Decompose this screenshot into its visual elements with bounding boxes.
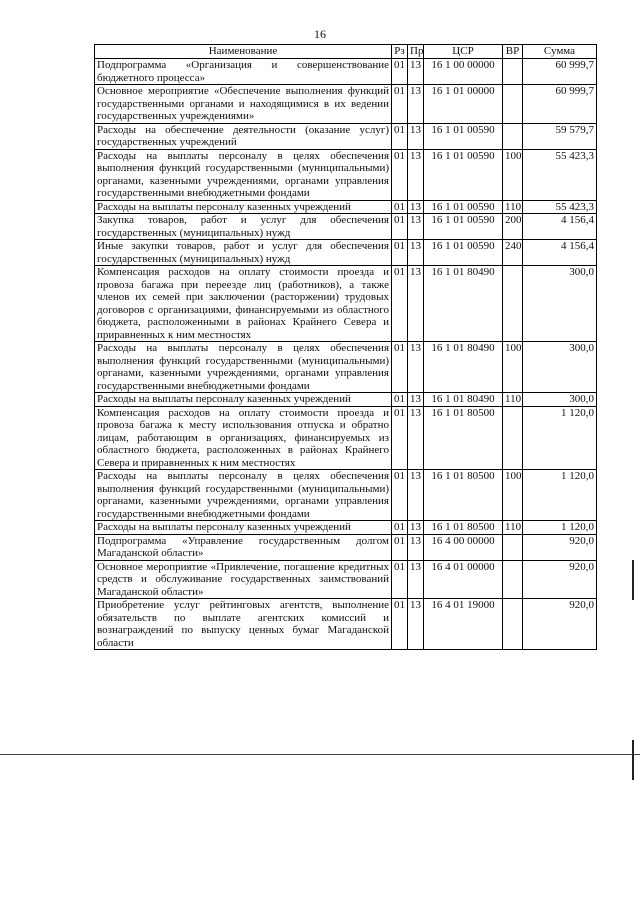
cell-rz: 01 [392,123,408,149]
table-row [95,406,597,470]
table-row [95,560,597,599]
cell-csr: 16 1 01 80500 [424,406,503,470]
cell-vr [503,85,523,124]
page-number: 16 [314,27,326,41]
cell-rz: 01 [392,59,408,85]
cell-csr: 16 1 01 00590 [424,240,503,266]
cell-name: Расходы на обеспечение деятельности (оказание услуг) государственных учреждений [95,123,392,149]
cell-rz: 01 [392,393,408,407]
cell-pr: 13 [408,342,424,393]
cell-rz: 01 [392,470,408,521]
cell-name: Расходы на выплаты персоналу казенных учреждений [95,393,392,407]
cell-vr: 110 [503,200,523,214]
cell-name: Компенсация расходов на оплату стоимости проезда и провоза багажа к месту использования отпуска и обратно лицам, работающим в организациях, финансируемых из областного бюджета, расположенных в районах Крайнего Севера и приравненных к ним местностях [95,406,392,470]
cell-name: Основное мероприятие «Обеспечение выполнения функций государственными органами и находящимися в их ведении государственных учреждениями» [95,85,392,124]
table-row [95,521,597,535]
cell-name: Иные закупки товаров, работ и услуг для обеспечения государственных (муниципальных) нужд [95,240,392,266]
table-row [95,214,597,240]
cell-name: Компенсация расходов на оплату стоимости проезда и провоза багажа при переезде лиц (работников), а также членов их семей при заключении (расторжении) трудовых договоров с организациями, финансируемыми из областного бюджета, расположенными в районах Крайнего Севера и приравненных к ним местностях [95,266,392,342]
cell-name: Расходы на выплаты персоналу в целях обеспечения выполнения функций государственными (муниципальными) органами, казенными учреждениями, органами управления государственными внебюджетными фондами [95,149,392,200]
header-name: Наименование [95,45,392,59]
cell-name: Приобретение услуг рейтинговых агентств, выполнение обязательств по выплате агентских комиссий и вознаграждений по выпуску ценных бумаг Магаданской области [95,599,392,650]
cell-csr: 16 4 00 00000 [424,534,503,560]
header-rz: Рз [392,45,408,59]
scan-bottom-rule [0,754,640,755]
cell-vr [503,406,523,470]
cell-rz: 01 [392,85,408,124]
cell-vr: 100 [503,470,523,521]
table-row [95,149,597,200]
cell-sum: 300,0 [523,342,597,393]
cell-sum: 59 579,7 [523,123,597,149]
cell-pr: 13 [408,560,424,599]
cell-vr: 100 [503,342,523,393]
table-row [95,85,597,124]
cell-pr: 13 [408,521,424,535]
cell-sum: 300,0 [523,393,597,407]
cell-csr: 16 1 01 00590 [424,214,503,240]
cell-vr [503,599,523,650]
cell-vr [503,59,523,85]
cell-csr: 16 4 01 00000 [424,560,503,599]
cell-rz: 01 [392,521,408,535]
cell-pr: 13 [408,149,424,200]
cell-name: Основное мероприятие «Привлечение, погашение кредитных средств и обслуживание государственных заимствований Магаданской области» [95,560,392,599]
table-row [95,123,597,149]
cell-pr: 13 [408,599,424,650]
cell-name: Расходы на выплаты персоналу в целях обеспечения выполнения функций государственными (муниципальными) органами, казенными учреждениями, органами управления государственными внебюджетными фондами [95,470,392,521]
cell-rz: 01 [392,406,408,470]
cell-vr [503,534,523,560]
cell-pr: 13 [408,406,424,470]
cell-pr: 13 [408,214,424,240]
cell-sum: 920,0 [523,534,597,560]
cell-pr: 13 [408,240,424,266]
cell-sum: 1 120,0 [523,521,597,535]
cell-rz: 01 [392,214,408,240]
cell-csr: 16 1 01 00590 [424,123,503,149]
cell-pr: 13 [408,123,424,149]
cell-rz: 01 [392,240,408,266]
cell-rz: 01 [392,342,408,393]
cell-csr: 16 1 01 00590 [424,200,503,214]
cell-csr: 16 1 01 00000 [424,85,503,124]
cell-name: Расходы на выплаты персоналу казенных учреждений [95,200,392,214]
cell-rz: 01 [392,266,408,342]
table-row [95,534,597,560]
table-row [95,59,597,85]
cell-csr: 16 1 01 00590 [424,149,503,200]
cell-sum: 4 156,4 [523,214,597,240]
header-sum: Сумма [523,45,597,59]
cell-csr: 16 1 01 80490 [424,393,503,407]
cell-vr: 110 [503,393,523,407]
cell-pr: 13 [408,534,424,560]
cell-vr [503,266,523,342]
cell-sum: 4 156,4 [523,240,597,266]
cell-rz: 01 [392,534,408,560]
cell-sum: 60 999,7 [523,59,597,85]
header-vr: ВР [503,45,523,59]
table-row [95,393,597,407]
cell-vr: 110 [503,521,523,535]
cell-sum: 920,0 [523,560,597,599]
table-header-row [95,45,597,59]
table-row [95,266,597,342]
table-row [95,200,597,214]
cell-csr: 16 1 00 00000 [424,59,503,85]
cell-sum: 300,0 [523,266,597,342]
cell-name: Подпрограмма «Управление государственным долгом Магаданской области» [95,534,392,560]
cell-pr: 13 [408,59,424,85]
cell-pr: 13 [408,200,424,214]
cell-name: Закупка товаров, работ и услуг для обеспечения государственных (муниципальных) нужд [95,214,392,240]
cell-pr: 13 [408,470,424,521]
cell-rz: 01 [392,599,408,650]
cell-pr: 13 [408,393,424,407]
cell-name: Расходы на выплаты персоналу казенных учреждений [95,521,392,535]
table-row [95,599,597,650]
cell-rz: 01 [392,200,408,214]
cell-csr: 16 1 01 80490 [424,266,503,342]
cell-vr [503,560,523,599]
cell-name: Подпрограмма «Организация и совершенствование бюджетного процесса» [95,59,392,85]
cell-sum: 60 999,7 [523,85,597,124]
cell-csr: 16 4 01 19000 [424,599,503,650]
cell-name: Расходы на выплаты персоналу в целях обеспечения выполнения функций государственными (муниципальными) органами, казенными учреждениями, органами управления государственными внебюджетными фондами [95,342,392,393]
budget-table [94,44,597,650]
table-row [95,342,597,393]
cell-sum: 1 120,0 [523,406,597,470]
cell-csr: 16 1 01 80500 [424,521,503,535]
cell-sum: 1 120,0 [523,470,597,521]
cell-vr: 240 [503,240,523,266]
cell-sum: 920,0 [523,599,597,650]
table-row [95,470,597,521]
cell-vr: 100 [503,149,523,200]
table-row [95,240,597,266]
cell-vr [503,123,523,149]
scan-edge-mark [632,740,634,780]
cell-csr: 16 1 01 80490 [424,342,503,393]
cell-rz: 01 [392,560,408,599]
cell-vr: 200 [503,214,523,240]
cell-pr: 13 [408,266,424,342]
scan-edge-mark [632,560,634,600]
cell-csr: 16 1 01 80500 [424,470,503,521]
cell-sum: 55 423,3 [523,149,597,200]
cell-sum: 55 423,3 [523,200,597,214]
header-pr: Пр [408,45,424,59]
header-csr: ЦСР [424,45,503,59]
cell-pr: 13 [408,85,424,124]
cell-rz: 01 [392,149,408,200]
